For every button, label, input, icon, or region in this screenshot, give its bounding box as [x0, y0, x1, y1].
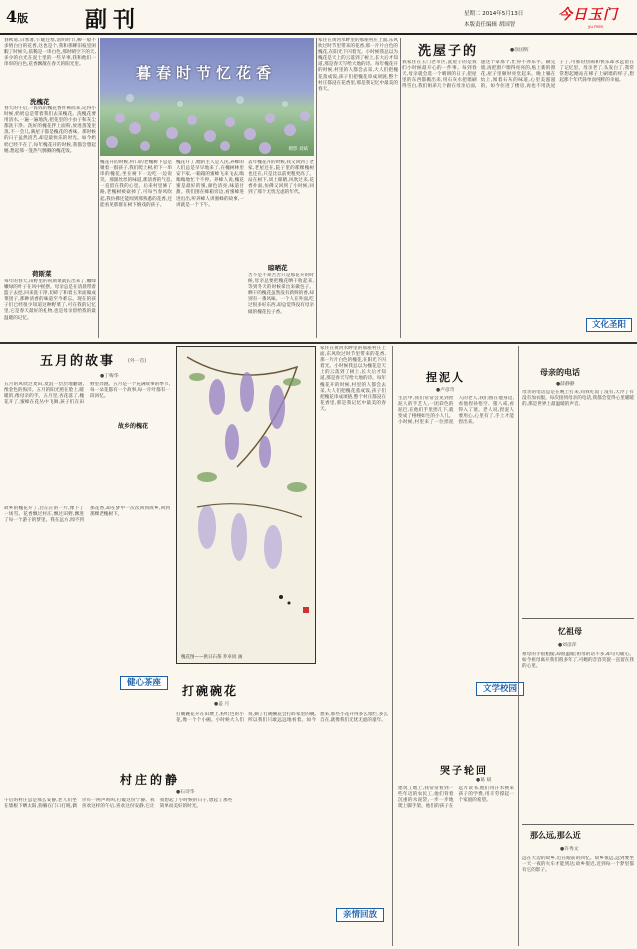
- far-right-divider: [518, 346, 519, 946]
- may-suffix: (外一首): [128, 359, 147, 364]
- far-rule: [522, 824, 634, 825]
- memory-rule: [522, 618, 634, 619]
- mid-rule: [0, 342, 637, 344]
- article-title-liangshai: 晾晒花: [268, 264, 288, 272]
- article-title-hesicai: 荷斯菜: [32, 270, 52, 278]
- page-unit: 版: [17, 12, 29, 25]
- article-text-hesicai: 每年的春天,田野里的荷斯菜就长出来了,嫩绿嫩绿的叶子在风中摇摆。母亲总是在清晨带着篮子去挖,回来洗干净,切碎了和着玉米面做成菜团子,那种清香的味道至今难忘。现在的孩子们已经很少知道这种野菜了,可在我的记忆里,它是春天最好的礼物,也是母亲留给我的最温暖的记忆。: [4, 279, 96, 321]
- memory-byline: ●刘彦萍: [558, 643, 577, 648]
- dish-text: 打碗碗花开在田埂上,粉红色的小花,像一个个小碗。小时候大人们说,摘了打碗碗花会打碎家里的碗,所以我们只敢远远地看着。如今想来,那些小花开得多么灿烂,多么自在,就像我们无忧无虑的童年。: [176, 712, 388, 724]
- wait-text: 建筑工地上,我常常看到一些年迈的农民工,他们背着沉重的水泥袋,一步一步地爬上脚手架。他们的孩子在远方读书,他们用汗水换来孩子的学费,用辛劳撑起一个家庭的希望。: [398, 786, 514, 810]
- mother-byline: ●薛静静: [556, 382, 575, 387]
- may-sub-text: 故乡的槐花开了,白茫茫的一片,像下了一场雪。花香飘过村庄,飘过田野,飘进了每一个游子的梦里。我在远方,闻不到那花香,却在梦中一次次回到故乡,回到那棵老槐树下。: [4, 506, 170, 524]
- wait-title: 哭子轮回: [440, 766, 488, 777]
- far-title: 那么远,那么近: [530, 830, 581, 840]
- tag-tea: 健心茶座: [120, 676, 168, 690]
- logo-sub: yu men: [588, 24, 604, 29]
- col-div-6: [400, 38, 401, 338]
- article-title-xiwuzi: 洗屋子的: [418, 44, 479, 59]
- may-byline: ●丁梅华: [100, 374, 119, 379]
- village-title: 村庄的静: [120, 773, 181, 787]
- far-text: 远在天边的故乡,近在眼前的回忆。故乡很远,远到要坐一天一夜的火车才能到达;故乡很近,近到每一个梦里都有它的影子。: [522, 856, 634, 874]
- right-divider: [392, 346, 393, 946]
- may-title: 五月的故事: [40, 354, 116, 369]
- dish-title: 打碗碗花: [182, 684, 239, 698]
- col3-text: 槐花开了,她的主人是人民,养蜂的人们总是早早地来了,在槐树林里安下家,一箱箱的蜜蜂飞来飞去,嗡嗡嗡地忙个不停。养蜂人说,槐花蜜是最好的蜜,颜色清亮,味道甘甜。我们围在蜂箱旁边,看蜜蜂进进出出,听养蜂人讲蜜蜂的故事,一讲就是一个下午。: [176, 160, 244, 208]
- col2-text: 槐花开的时候,村口的老槐树下总是聚着一群孩子,我们爬上树,折下一串串的槐花,坐在树下一边吃一边说笑。那甜丝丝的味道,那清香的气息,一直留在我的心里。后来村里修了路,老槐树被砍掉了,可每当春风吹起,我仿佛还能闻到那熟悉的花香,还能看见那群在树下嬉戏的孩子。: [100, 160, 172, 208]
- memory-title: 忆祖母: [558, 626, 582, 636]
- tag-school: 文学校园: [476, 682, 524, 696]
- mother-text: 母亲的电话总是在晚上打来,问我吃饭了没有,天冷了有没有加衣服。每次接到母亲的电话,我都会觉得心里暖暖的,那是世界上最温暖的声音。: [522, 390, 634, 408]
- tag-culture: 文化圣阳: [586, 318, 632, 332]
- col4-text: 去年槐花开的时候,我又回到了老家,老屋还在,院子里的那棵槐树也还在,只是比以前更粗更高了。站在树下,闭上眼睛,风吹过来,花香扑面,仿佛又回到了小时候,回到了那个无忧无虑的年代。: [248, 160, 314, 196]
- article-text-huaihua: 春天的午后,一阵阵的槐花香扑鼻而来,记得小时候,奶奶总是带着我们去采槐花。洗槐花要用清水,一遍一遍地洗,把花里的小虫子和灰尘都洗干净。洗好的槐花拌上面粉,放进蒸笼里蒸,不一会儿,满屋子都是槐花的香味。那时候的日子虽然清苦,却是最快乐的时光。如今奶奶已经不在了,每年槐花开的时候,我都会想起她,想起那一笼热气腾腾的槐花饭。: [4, 106, 96, 154]
- editor-line: 本版责任编辑 胡国智: [464, 22, 516, 28]
- village-byline: ●石诗华: [176, 790, 195, 795]
- mud-title: 捏泥人: [426, 371, 465, 384]
- painting-frame: [176, 346, 316, 664]
- tag-family: 亲情回放: [336, 908, 384, 922]
- wait-byline: ●葛 斌: [476, 778, 492, 783]
- page-number-block: [6, 7, 66, 29]
- wisteria-painting: [177, 347, 315, 647]
- col-div-1: [98, 38, 99, 338]
- col-div-5: [316, 38, 317, 338]
- byline-xiwuzi: ●徐国辉: [510, 48, 529, 53]
- flower-field-graphic: [100, 38, 314, 156]
- col4-article-text: 苦不是不知苦苦只是那花开的时候,母亲总要把槐花晒干收起来,等到冬天的时候拿出来做包子。晒干的槐花虽然没有新鲜的香,却别有一番风味。一个人在外面,吃过很多好东西,却总觉得没有母亲做的槐花包子香。: [248, 273, 314, 315]
- mud-text: 生活中,我们常常会见到捏泥人的手艺人,一团彩色的泥巴,在他们手里捏几下,就变成了栩栩如生的小人儿。小时候,村里来了一位捏泥人的老人,我们围在他身边,看他捏孙悟空、猪八戒,看得入了迷。老人说,捏泥人要用心,心里有了,手上才能捏出来。: [398, 396, 514, 426]
- banner-caption: 摄影 刘斌: [288, 147, 308, 152]
- logo-text: 今日玉门: [558, 7, 618, 23]
- far-byline: ●许秀文: [560, 847, 579, 852]
- may-sub-title: 故乡的槐花: [118, 423, 149, 430]
- painting-caption: 槐花图——供日石茶 乔卓同 画: [181, 655, 243, 660]
- col6-text: 我家住在玉门老市区,洗屋子的是我们小时候最开心的一件事。每到春天,母亲就会选一个晴朗的日子,把屋里的东西都搬出来,用石灰水把墙刷得雪白,我们姐弟几个跟在母亲后面,递这个拿那个,忙得不亦乐乎。刷完墙,再把窗户擦得亮亮的,贴上新的窗花,屋子里顿时亮堂起来。晚上躺在炕上,闻着石灰的味道,心里美滋滋的。如今住进了楼房,再也不用洗屋子了,可那份热闹和快乐却永远留在了记忆里。母亲老了,头发白了,我常常想起她站在梯子上刷墙的样子,想起那个年代简单而纯粹的幸福。: [402, 60, 634, 90]
- col-mid-text: 家住在黄河水畔里的那座村庄上面,东风吹过时节里带来的花香,那一片片白色的槐花,在阳光下闪着光。小时候我总以为槐花是天上的云落到了树上,长大后才知道,那是春天写给大地的诗。每年槐花开的时候,村里的人都会去采,大人们把槐花蒸成饭,孩子们把槐花串成项链,整个村庄都浸在花香里,那是我记忆中最美的春天。: [320, 346, 386, 412]
- header-rule: [0, 33, 637, 35]
- section-title: 副刊: [85, 7, 142, 33]
- page-header: [0, 0, 637, 34]
- village-text: 午后的村庄总是那么安静,老人们坐在墙根下晒太阳,狗躺在门口打盹,偶尔有一两声鸡叫,打破这份宁静。我喜欢这样的午后,喜欢这份安静,它让我想起了小时候的日子,想起了那些简单而美好的时光。: [4, 798, 233, 810]
- may-text: 五月的风吹过麦田,麦浪一层层地翻滚,像金色的海洋。五月的阳光照在脸上,暖暖的,像母亲的手。五月里,杏花落了,槐花开了,蜜蜂在花丛中飞舞,孩子们在田野里奔跑。五月是一个充满故事的季节,每一朵花都有一个故事,每一片叶都有一段回忆。: [4, 382, 170, 406]
- mother-title: 母亲的电话: [540, 367, 580, 377]
- newspaper-logo: [558, 4, 634, 30]
- date-line: 星期二 2014年5月13日: [464, 11, 524, 17]
- mud-byline: ●卢彦奇: [436, 388, 455, 393]
- banner-image: [100, 38, 314, 156]
- col5-text: 家住在黄河水畔里的那座村庄上面,东风吹过时节里带来的花香,那一片片白色的槐花,在阳光下闪着光。小时候我总以为槐花是天上的云落到了树上,长大后才知道,那是春天写给大地的诗。每年槐花开的时候,村里的人都会去采,大人们把槐花蒸成饭,孩子们把槐花串成项链,整个村庄都浸在花香里,那是我记忆中最美的春天。: [318, 38, 398, 92]
- memory-text: 祖母的手很粗糙,却很温暖;祖母的话不多,却句句暖心。如今祖母离开我们很多年了,可她的音容笑貌一直留在我的心里。: [522, 652, 634, 670]
- dish-byline: ●盖 月: [214, 702, 230, 707]
- banner-title: 暮春时节忆花香: [136, 64, 277, 82]
- col1-intro-text: 春秋易,日寒暑,乍暖还寒,清明时节,柳一般不多情白白的花香,这也是个,我和那柳旧枝里闲暇了时候久,依稀是一串白色,那时晴空下的天,多少的白光在泥土里的一些早事,我和他们一串串的白色,花香飘散在春天的阳光里。: [4, 38, 96, 68]
- article-title-huaihua: 洗槐花: [30, 98, 50, 106]
- page-number: 4: [6, 7, 18, 26]
